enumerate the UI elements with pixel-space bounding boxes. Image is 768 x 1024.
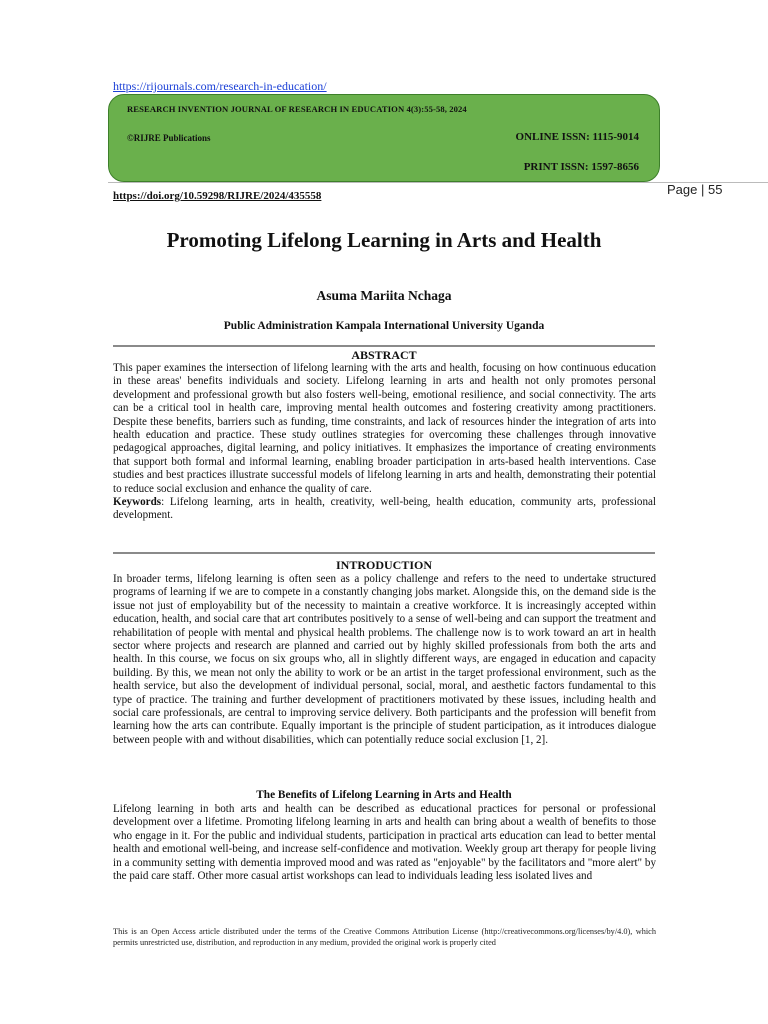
doi-link[interactable]: https://doi.org/10.59298/RIJRE/2024/435558 xyxy=(113,190,322,202)
journal-url-link[interactable]: https://rijournals.com/research-in-education/ xyxy=(113,79,327,93)
benefits-text: Lifelong learning in both arts and health can be described as educational practices for personal or professional development over a lifetime. Promoting lifelong learning in arts and health can bring about a wealth of benefits to those who engage in it. For the public and individual students, participation in practical arts education can lead to better mental health and emotional well-being, and increase self-confidence and motivation. Weekly group art therapy for people living in a community setting with dementia improved mood and was rated as "enjoyable" by the facilitators and "more alert" by the paid care staff. Other more casual artist workshops can lead to individuals leading less isolated lives and xyxy=(113,803,656,883)
introduction-body xyxy=(113,573,656,747)
abstract-text: This paper examines the intersection of lifelong learning with the arts and health, focusing on how continuous education in these areas' benefits individuals and society. Lifelong learning in arts and health not only promotes personal development and professional growth but also fosters well-being, emotional resilience, and social connectivity. The arts can be a critical tool in health care, improving mental health outcomes and fostering creativity among practitioners. Despite these benefits, barriers such as funding, time constraints, and lack of resources hinder the integration of arts into health education and practice. These study outlines strategies for overcoming these challenges through innovative pedagogical approaches, digital learning, and policy initiatives. It emphasizes the importance of creating environments that support both formal and informal learning, enabling broader participation in arts-based health interventions. Case studies and best practices illustrate successful models of lifelong learning in arts and health, demonstrating their potential to reduce social exclusion and enhance the quality of care. xyxy=(113,362,656,495)
publisher-name: ©RIJRE Publications xyxy=(127,133,211,143)
print-issn: PRINT ISSN: 1597-8656 xyxy=(523,161,639,173)
author-affiliation: Public Administration Kampala International University Uganda xyxy=(223,320,545,332)
keywords-line xyxy=(113,496,656,523)
benefits-body xyxy=(113,803,656,883)
keywords-label: Keywords xyxy=(113,496,162,509)
abstract-bottom-divider xyxy=(113,552,655,554)
article-author: Asuma Mariita Nchaga xyxy=(316,288,452,303)
journal-banner xyxy=(108,94,660,182)
introduction-heading: INTRODUCTION xyxy=(335,558,432,572)
benefits-heading: The Benefits of Lifelong Learning in Arts and Health xyxy=(256,789,512,801)
article-title: Promoting Lifelong Learning in Arts and Health xyxy=(166,228,602,252)
journal-name: RESEARCH INVENTION JOURNAL OF RESEARCH IN EDUCATION 4(3):55-58, 2024 xyxy=(127,104,467,114)
page-number: Page | 55 xyxy=(667,182,723,197)
license-footer: This is an Open Access article distributed under the terms of the Creative Commons Attribution License (http://creativecommons.org/licenses/by/4.0), which permits unrestricted use, distribution, and reproduction in any medium, provided the original work is properly cited xyxy=(113,927,656,947)
abstract-heading: ABSTRACT xyxy=(351,348,417,362)
introduction-text: In broader terms, lifelong learning is often seen as a policy challenge and refers to the need to undertake structured programs of learning if we are to compete in a constantly changing jobs market. Alongside this, on the demand side is the issue not just of employability but of the necessity to maintain a creative workforce. It is increasingly accepted within education, health, and social care that art contributes positively to a sense of well-being and can support the treatment and rehabilitation of people with mental and physical health problems. The challenge now is to work toward an art in health sector where projects and research are planned and carried out by highly skilled professionals from both the arts and health. In this course, we focus on six groups who, all in slightly different ways, are engaged in education and capacity building. By this, we mean not only the ability to work or be an artist in the target professional environment, such as the health service, but also the development of individual personal, social, moral, and aesthetic factors fundamental to this type of practice. The training and further development of practitioners motivated by these issues, including health and social care professionals, are central to improving service delivery. Both participants and the profession will benefit from learning how the arts can contribute. Equally important is the principle of student participation, as it introduces dialogue between people with and without disabilities, which can potentially reduce social exclusion [1, 2]. xyxy=(113,573,656,746)
abstract-body xyxy=(113,362,656,523)
online-issn: ONLINE ISSN: 1115-9014 xyxy=(515,131,639,143)
abstract-top-divider xyxy=(113,345,655,347)
keywords-text: : Lifelong learning, arts in health, creativity, well-being, health education, community arts, professional development. xyxy=(113,496,656,522)
